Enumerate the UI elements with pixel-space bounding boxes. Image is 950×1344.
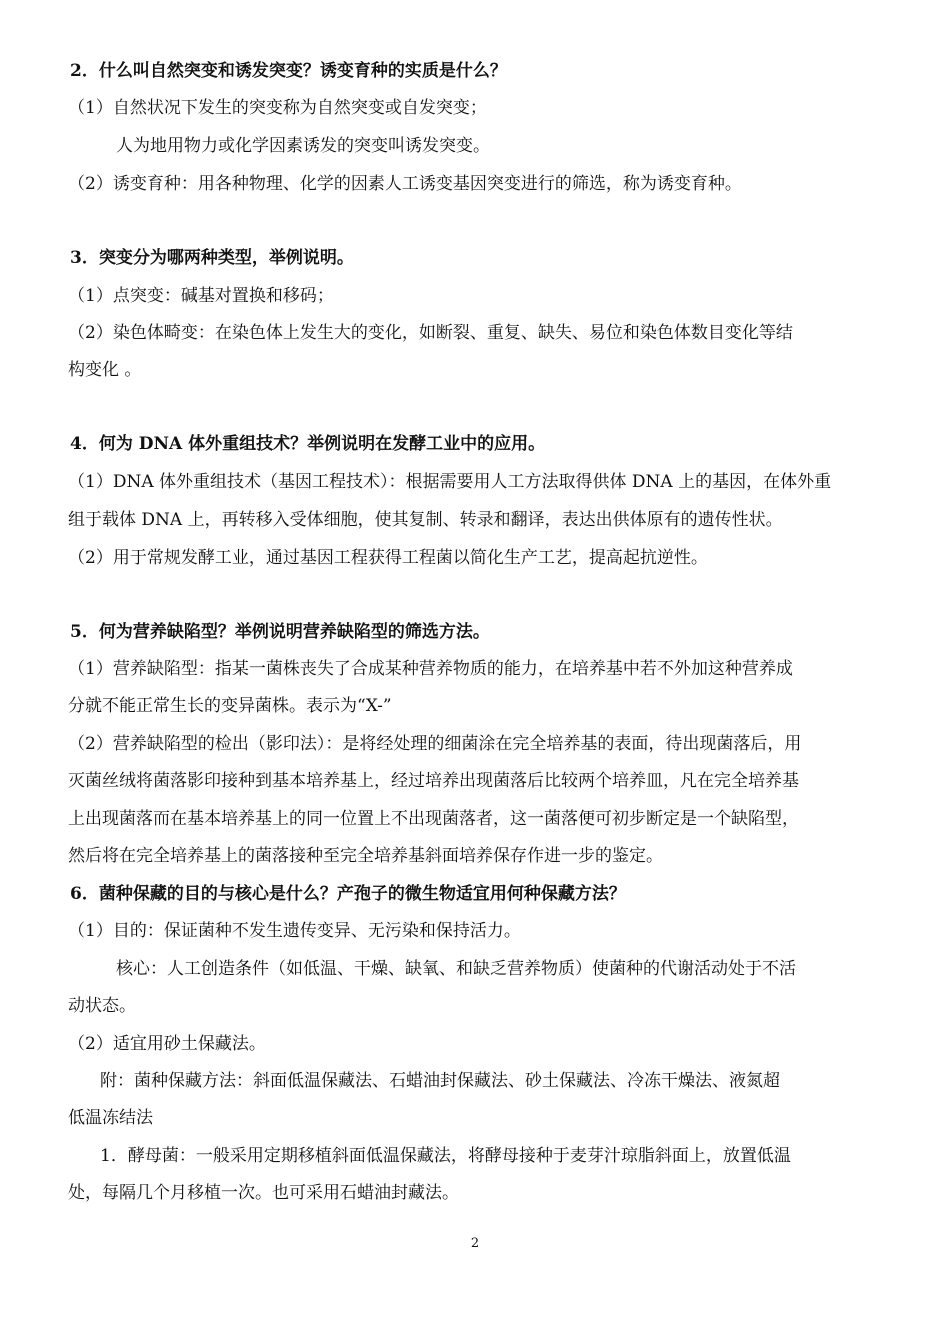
- question-6-line-8: 处，每隔几个月移植一次。也可采用石蜡油封藏法。: [68, 1183, 459, 1203]
- question-3-title: 3．突变分为哪两种类型，举例说明。: [70, 248, 354, 268]
- question-2-line-3: （2）诱变育种：用各种物理、化学的因素人工诱变基因突变进行的筛选，称为诱变育种。: [68, 174, 742, 194]
- question-3-line-2: （2）染色体畸变：在染色体上发生大的变化，如断裂、重复、缺失、易位和染色体数目变化等结: [68, 323, 793, 343]
- question-4-line-3: （2）用于常规发酵工业，通过基因工程获得工程菌以简化生产工艺，提高起抗逆性。: [68, 548, 708, 568]
- question-6-line-3: 动状态。: [68, 996, 136, 1016]
- question-5-line-4: 灭菌丝绒将菌落影印接种到基本培养基上，经过培养出现菌落后比较两个培养皿，凡在完全培养基: [68, 771, 799, 791]
- question-4-line-2: 组于载体 DNA 上，再转移入受体细胞，使其复制、转录和翻译，表达出供体原有的遗传性状。: [68, 510, 783, 530]
- question-5-line-5: 上出现菌落而在基本培养基上的同一位置上不出现菌落者，这一菌落便可初步断定是一个缺陷型，: [68, 809, 799, 829]
- question-4-title: 4．何为 DNA 体外重组技术？举例说明在发酵工业中的应用。: [70, 434, 546, 454]
- question-6-line-4: （2）适宜用砂土保藏法。: [68, 1034, 266, 1054]
- question-5-line-3: （2）营养缺陷型的检出（影印法）：是将经处理的细菌涂在完全培养基的表面，待出现菌落后，用: [68, 734, 802, 754]
- question-5-line-1: （1）营养缺陷型：指某一菌株丧失了合成某种营养物质的能力，在培养基中若不外加这种营养成: [68, 659, 793, 679]
- question-5-title: 5．何为营养缺陷型？举例说明营养缺陷型的筛选方法。: [70, 622, 490, 642]
- question-2-title: 2．什么叫自然突变和诱发突变？诱变育种的实质是什么？: [70, 61, 507, 81]
- question-6-line-7: 1．酵母菌：一般采用定期移植斜面低温保藏法，将酵母接种于麦芽汁琼脂斜面上，放置低温: [100, 1146, 791, 1166]
- question-6-line-6: 低温冻结法: [68, 1108, 153, 1128]
- question-2-line-1: （1）自然状况下发生的突变称为自然突变或自发突变；: [68, 98, 487, 118]
- question-3-line-3: 构变化 。: [68, 360, 142, 380]
- page-number: 2: [470, 1236, 480, 1251]
- question-5-line-2: 分就不能正常生长的变异菌株。表示为“X-”: [68, 696, 392, 716]
- question-6-line-1: （1）目的：保证菌种不发生遗传变异、无污染和保持活力。: [68, 921, 521, 941]
- question-3-line-1: （1）点突变：碱基对置换和移码；: [68, 286, 334, 306]
- question-6-title: 6．菌种保藏的目的与核心是什么？产孢子的微生物适宜用何种保藏方法？: [70, 884, 626, 904]
- question-6-line-2: 核心：人工创造条件（如低温、干燥、缺氧、和缺乏营养物质）使菌种的代谢活动处于不活: [116, 959, 796, 979]
- question-6-line-5: 附：菌种保藏方法：斜面低温保藏法、石蜡油封保藏法、砂土保藏法、冷冻干燥法、液氮超: [100, 1071, 780, 1091]
- question-5-line-6: 然后将在完全培养基上的菌落接种至完全培养基斜面培养保存作进一步的鉴定。: [68, 846, 663, 866]
- question-4-line-1: （1）DNA 体外重组技术（基因工程技术）：根据需要用人工方法取得供体 DNA 上的基因，在体外重: [68, 472, 832, 492]
- question-2-line-2: 人为地用物力或化学因素诱发的突变叫诱发突变。: [116, 136, 490, 156]
